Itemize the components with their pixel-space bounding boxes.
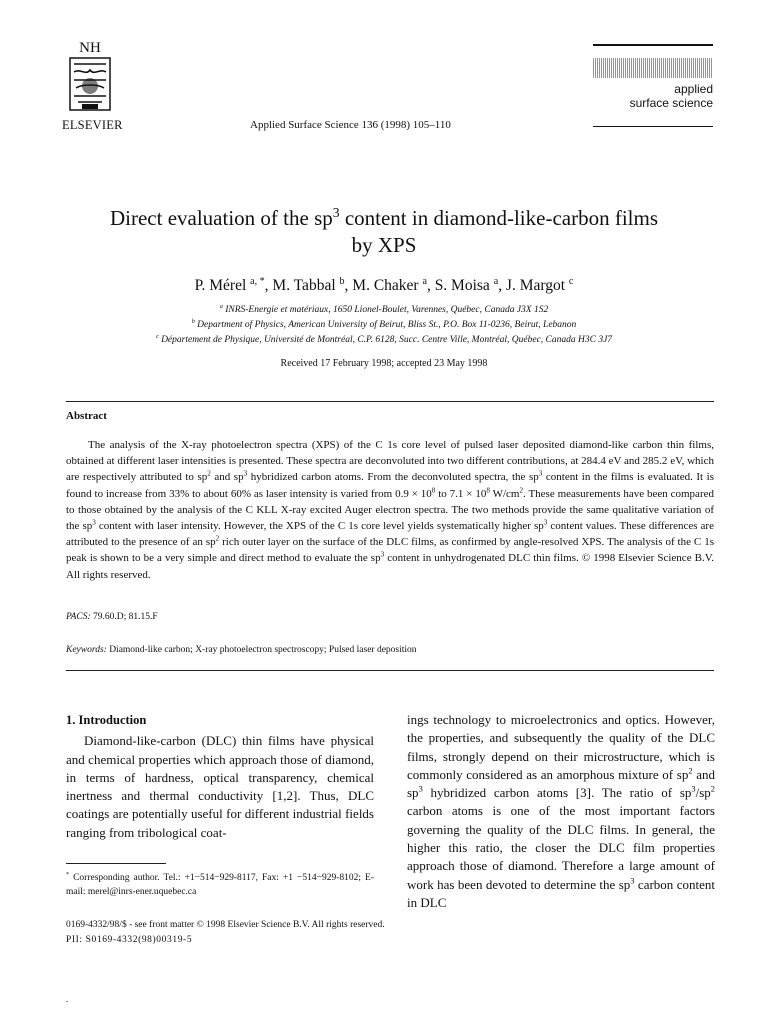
journal-logo (593, 82, 713, 110)
pii-identifier: PII: S0169-4332(98)00319-5 (66, 935, 193, 945)
abstract-text: The analysis of the X-ray photoelectron spectra (XPS) of the C 1s core level of pulsed laser deposited diamond-like carbon thin films, obtained at different laser intensities is presented. These spectra are deconvoluted into two different contributions, at 284.4 eV and 285.2 eV, which are respectively attributed to $sp^2$ and $sp^3$ hybridized carbon atoms. From the deconvoluted spectra, the $sp^3$ content in the films is evaluated. It is found to increase from 33% to about 60% as laser intensity is varied from $0.9 \times 10^8$ to $7.1 \times 10^8$ $W/cm^2$. These measurements have been compared to those obtained by the analysis of the C KLL X-ray excited Auger electron spectra. The two methods provide the same qualitative variation of the $sp^3$ content with laser intensity. However, the XPS of the C 1s core level yields systematically higher $sp^3$ content values. These differences are attributed to the presence of an $sp^2$ rich outer layer on the surface of the DLC films, as confirmed by angle-resolved XPS. The analysis of the C 1s peak is shown to be a very simple and direct method to evaluate the $sp^3$ content in unhydrogenated DLC thin films. © 1998 Elsevier Science B.V. All rights reserved. (66, 439, 714, 581)
received-dates: Received 17 February 1998; accepted 23 May 1998 (280, 358, 488, 369)
author-list: P. Mérel $^{a, *}$, M. Tabbal $^b$, M. Chaker $^a$, S. Moisa $^a$, J. Margot $^c$ (194, 275, 574, 294)
affiliation: $^b$ Department of Physics, American University of Beirut, Bliss St., P.O. Box 11-0236, Beirut, Lebanon (191, 318, 577, 330)
journal-name-line1: applied (674, 82, 713, 96)
divider (66, 401, 714, 402)
author-name: S. Moisa (434, 277, 490, 294)
journal-logo-pattern (593, 58, 713, 78)
body-column-right (407, 711, 715, 912)
front-matter-line: 0169-4332/98/$ - see front matter © 1998 Elsevier Science B.V. All rights reserved. (66, 920, 385, 930)
publisher-mark: NH (79, 40, 101, 56)
affiliation: $^a$ INRS-Energie et matériaux, 1650 Lionel-Boulet, Varennes, Québec, Canada J3X 1S2 (219, 303, 549, 315)
author-name: P. Mérel (194, 277, 247, 294)
body-paragraph: Diamond-like-carbon (DLC) thin films have physical and chemical properties which approach those of diamond, in terms of hardness, optical transparency, chemical inertness and thermal conductivity [1,2]. Thus, DLC coatings are potentially useful for different industrial fields ranging from tribological coat- (66, 733, 374, 840)
footnote: * Corresponding author. Tel.: +1−514−929-8117, Fax: +1 −514−929-8102; E-mail: merel@inrs-ener.uquebec.ca (66, 871, 374, 897)
journal-citation: Applied Surface Science 136 (1998) 105–110 (250, 119, 451, 131)
journal-name-line2: surface science (629, 96, 713, 110)
journal-logo-rule (593, 44, 713, 46)
page-mark: . (66, 994, 69, 1004)
section-heading: 1. Introduction (66, 713, 147, 727)
author-name: M. Chaker (352, 277, 419, 294)
pacs-codes: PACS: 79.60.D; 81.15.F (66, 612, 158, 622)
footnote-divider (66, 863, 166, 864)
body-column-left (66, 711, 374, 842)
journal-logo-rule (593, 126, 713, 127)
abstract-heading: Abstract (66, 410, 107, 422)
paper-title: Direct evaluation of the $sp^3$ content in diamond-like-carbon films by XPS (109, 205, 658, 257)
divider (66, 670, 714, 671)
affiliation: $^c$ Département de Physique, Université de Montréal, C.P. 6128, Succ. Centre Ville, Montréal, Québec, Canada H3C 3J7 (155, 333, 613, 345)
body-paragraph: ings technology to microelectronics and optics. However, the properties, and subsequently the quality of the DLC films, strongly depend on their microstructure, which is commonly considered as an amorphous mixture of $sp^2$ and $sp^3$ hybridized carbon atoms [3]. The ratio of $sp^3/sp^2$ carbon atoms is one of the most important factors governing the quality of the DLC films. In general, the higher this ratio, the closer the DLC film properties approach those of diamond. Therefore a large amount of work has been devoted to determine the $sp^3$ carbon content in DLC (407, 712, 715, 910)
publisher-name: ELSEVIER (62, 118, 123, 132)
keywords: Keywords: Diamond-like carbon; X-ray photoelectron spectroscopy; Pulsed laser deposition (66, 645, 417, 655)
publisher-logo (64, 38, 116, 116)
author-name: M. Tabbal (272, 277, 336, 294)
author-name: J. Margot (505, 277, 566, 294)
